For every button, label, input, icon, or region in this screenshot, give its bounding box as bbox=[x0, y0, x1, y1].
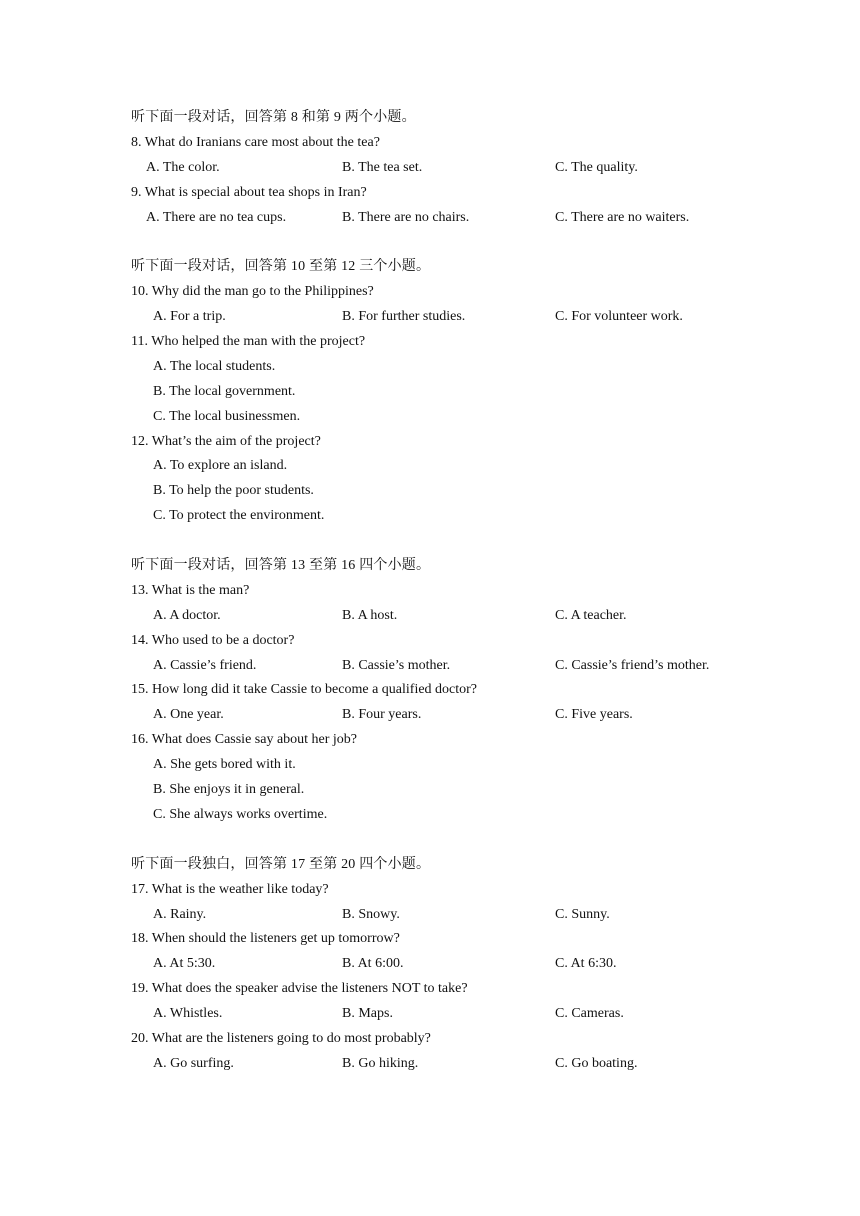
option-b: B. The tea set. bbox=[342, 159, 423, 175]
option-c: C. To protect the environment. bbox=[153, 508, 325, 524]
option-c: C. There are no waiters. bbox=[555, 209, 690, 225]
options-row-9 bbox=[131, 206, 751, 231]
option-c: C. A teacher. bbox=[555, 607, 627, 623]
option-c: C. Sunny. bbox=[555, 906, 610, 922]
section-intro: 听下面一段对话，回答第 13 至第 16 四个小题。 bbox=[131, 558, 431, 574]
section-intro: 听下面一段对话，回答第 8 和第 9 两个小题。 bbox=[131, 110, 416, 125]
option-b: B. Cassie’s mother. bbox=[342, 657, 451, 673]
section-intro: 听下面一段独白，回答第 17 至第 20 四个小题。 bbox=[131, 856, 431, 872]
question-15: 15. How long did it take Cassie to become a qualified doctor? bbox=[131, 682, 478, 698]
question-9: 9. What is special about tea shops in Iran? bbox=[131, 184, 367, 200]
section-gap bbox=[131, 529, 751, 554]
option-b: B. Go hiking. bbox=[342, 1055, 419, 1071]
option-b: B. To help the poor students. bbox=[153, 483, 314, 499]
option-a: A. At 5:30. bbox=[153, 956, 216, 972]
question-10: 10. Why did the man go to the Philippines? bbox=[131, 284, 374, 300]
option-c: C. Five years. bbox=[555, 707, 633, 723]
question-19: 19. What does the speaker advise the listeners NOT to take? bbox=[131, 981, 468, 997]
option-b: B. For further studies. bbox=[342, 309, 466, 325]
options-row-20 bbox=[131, 1052, 751, 1077]
question-16: 16. What does Cassie say about her job? bbox=[131, 732, 358, 748]
option-c: C. Go boating. bbox=[555, 1055, 638, 1071]
option-c: C. Cassie’s friend’s mother. bbox=[555, 657, 710, 673]
question-12: 12. What’s the aim of the project? bbox=[131, 433, 321, 449]
question-13: 13. What is the man? bbox=[131, 582, 250, 598]
option-a: A. To explore an island. bbox=[153, 458, 288, 474]
option-c: C. At 6:30. bbox=[555, 956, 617, 972]
option-a: A. The color. bbox=[146, 159, 220, 175]
section-intro: 听下面一段对话，回答第 10 至第 12 三个小题。 bbox=[131, 259, 431, 275]
question-11: 11. Who helped the man with the project? bbox=[131, 334, 366, 350]
option-a: A. There are no tea cups. bbox=[146, 209, 287, 225]
option-a: A. A doctor. bbox=[153, 607, 221, 623]
question-20: 20. What are the listeners going to do most probably? bbox=[131, 1030, 431, 1046]
option-a: A. Cassie’s friend. bbox=[153, 657, 257, 673]
option-c: C. She always works overtime. bbox=[153, 806, 328, 822]
option-b: B. She enjoys it in general. bbox=[153, 782, 305, 798]
option-c: C. For volunteer work. bbox=[555, 309, 683, 325]
option-b: B. Four years. bbox=[342, 707, 422, 723]
question-14: 14. Who used to be a doctor? bbox=[131, 632, 295, 648]
option-c: C. The quality. bbox=[555, 159, 638, 175]
question-18: 18. When should the listeners get up tomorrow? bbox=[131, 931, 400, 947]
option-b: B. Maps. bbox=[342, 1006, 393, 1022]
option-c: C. The local businessmen. bbox=[153, 408, 301, 424]
option-a: A. She gets bored with it. bbox=[153, 757, 296, 773]
exam-page bbox=[131, 106, 751, 1077]
option-b: B. The local government. bbox=[153, 383, 296, 399]
options-row-19 bbox=[131, 1002, 751, 1027]
options-row-8 bbox=[131, 156, 751, 181]
question-17: 17. What is the weather like today? bbox=[131, 881, 329, 897]
section-gap bbox=[131, 230, 751, 255]
option-b: B. A host. bbox=[342, 607, 398, 623]
section-gap bbox=[131, 828, 751, 853]
options-row-15 bbox=[131, 703, 751, 728]
option-b: B. There are no chairs. bbox=[342, 209, 470, 225]
option-a: A. The local students. bbox=[153, 358, 276, 374]
option-a: A. Rainy. bbox=[153, 906, 207, 922]
question-8: 8. What do Iranians care most about the tea? bbox=[131, 134, 380, 150]
options-row-17 bbox=[131, 903, 751, 928]
option-b: B. At 6:00. bbox=[342, 956, 404, 972]
options-row-10 bbox=[131, 305, 751, 330]
option-a: A. Go surfing. bbox=[153, 1055, 234, 1071]
option-a: A. Whistles. bbox=[153, 1006, 223, 1022]
option-b: B. Snowy. bbox=[342, 906, 400, 922]
option-c: C. Cameras. bbox=[555, 1006, 624, 1022]
options-row-18 bbox=[131, 952, 751, 977]
options-row-14 bbox=[131, 654, 751, 679]
option-a: A. One year. bbox=[153, 707, 224, 723]
options-row-13 bbox=[131, 604, 751, 629]
option-a: A. For a trip. bbox=[153, 309, 226, 325]
